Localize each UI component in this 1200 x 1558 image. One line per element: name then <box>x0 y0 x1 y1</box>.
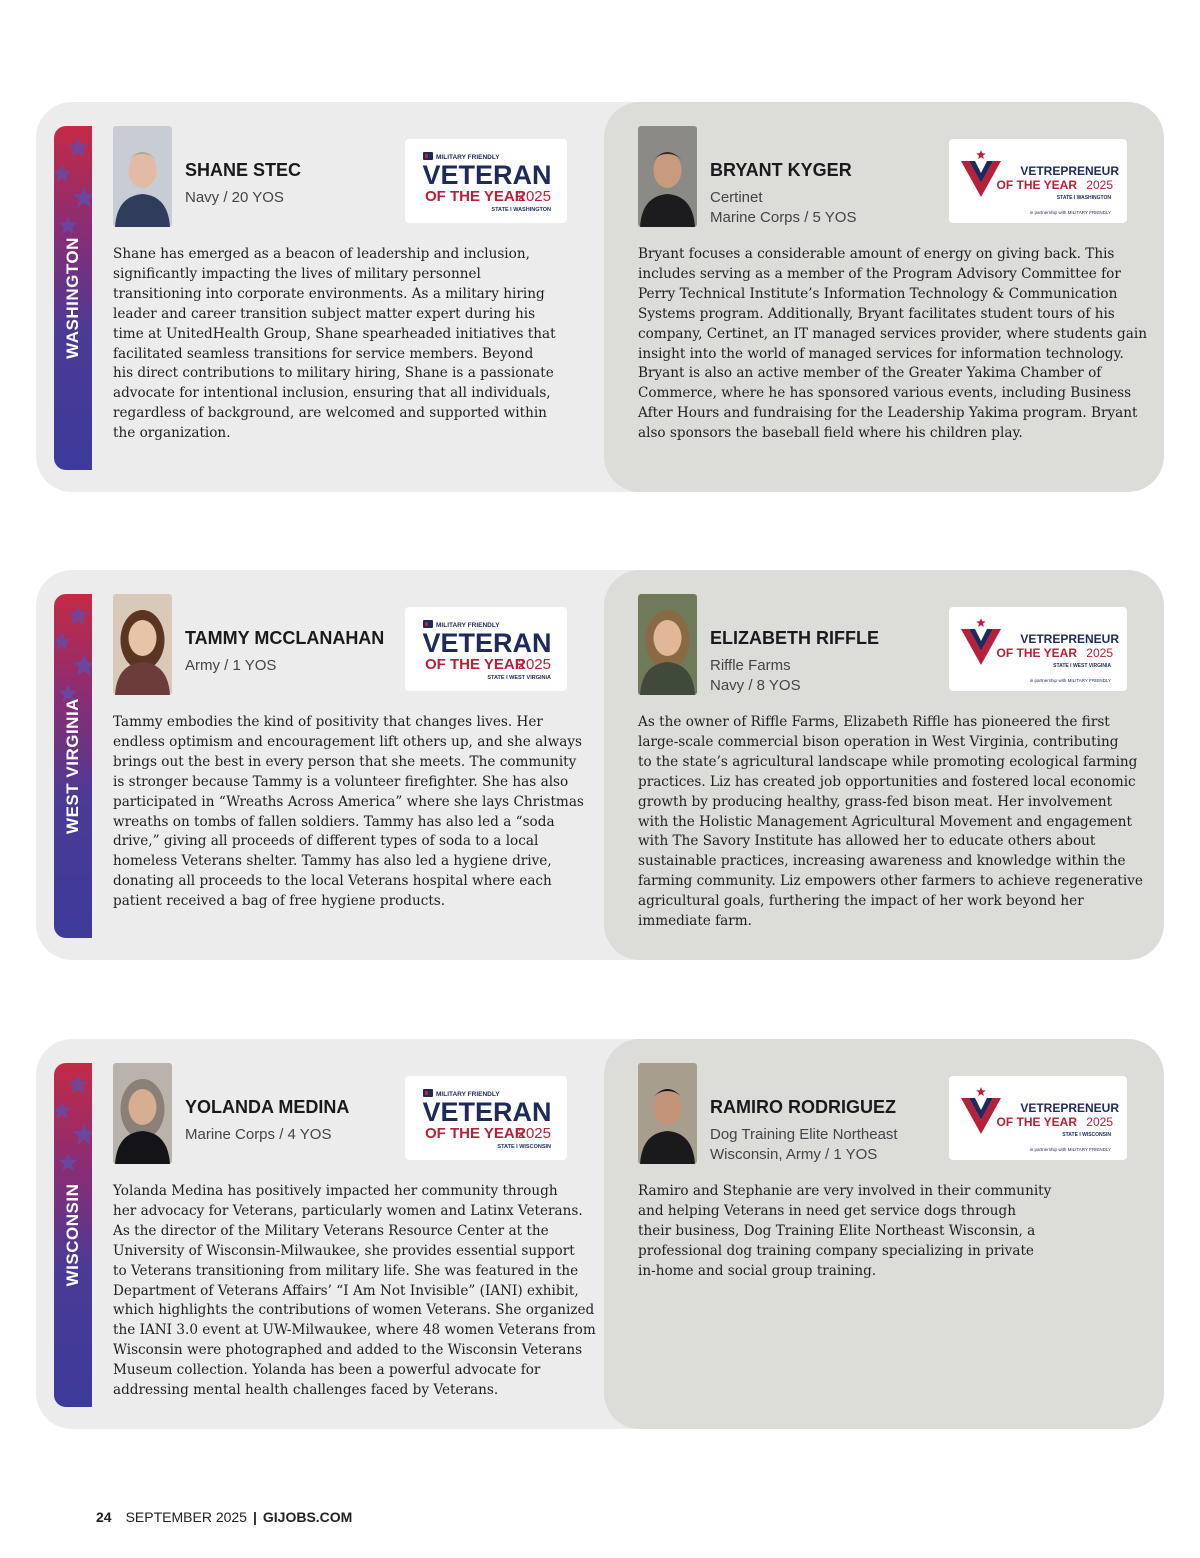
person-meta <box>185 1125 331 1145</box>
portrait-photo <box>638 1063 697 1164</box>
badge-title: VETREPRENEUR <box>1020 632 1119 646</box>
badge-year: 2025 <box>517 188 551 205</box>
person-name: SHANE STEC <box>185 160 302 180</box>
bio-line: Ramiro and Stephanie are very involved in their community <box>638 1183 1052 1199</box>
site-name: GIJOBS.COM <box>262 1509 353 1525</box>
bio-line: with The Savory Institute has allowed her to educate others about <box>638 833 1096 850</box>
bio-line: Tammy embodies the kind of positivity that changes lives. Her <box>113 714 543 730</box>
bio-line: insight into the world of managed services for information technology. <box>638 345 1124 362</box>
portrait-photo <box>113 126 172 227</box>
stars-decoration <box>54 1063 92 1183</box>
badge-state: STATE I WISCONSIN <box>497 1144 551 1150</box>
badge-brand: MILITARY FRIENDLY <box>436 1091 500 1098</box>
issue-date: SEPTEMBER 2025 <box>125 1509 247 1525</box>
badge-year: 2025 <box>517 656 551 673</box>
badge-year: 2025 <box>1086 178 1113 192</box>
stars-decoration <box>54 126 92 246</box>
bio-line: regardless of background, are welcomed and supported within <box>113 405 547 422</box>
person-meta <box>185 188 284 208</box>
meta-line: Marine Corps / 4 YOS <box>185 1126 332 1143</box>
meta-line: Marine Corps / 5 YOS <box>710 209 857 226</box>
bio-line: Bryant focuses a considerable amount of energy on giving back. This <box>638 246 1115 262</box>
vetrepreneur-of-the-year-logo <box>949 139 1127 223</box>
vetrepreneur-of-the-year-logo <box>949 1076 1127 1160</box>
bio-line: is stronger because Tammy is a volunteer firefighter. She has also <box>113 773 569 790</box>
bio-line: donating all proceeds to the local Veterans hospital where each <box>113 873 552 890</box>
badge-state: STATE I WISCONSIN <box>1062 1132 1111 1138</box>
veteran-of-the-year-logo <box>405 1076 567 1160</box>
bio-text <box>638 1182 1051 1282</box>
bio-line: facilitated seamless transitions for service members. Beyond <box>113 345 534 362</box>
person-name: BRYANT KYGER <box>710 160 852 180</box>
bio-line: brings out the best in every person that she meets. The community <box>113 753 577 770</box>
bio-line: homeless Veterans shelter. Tammy has also led a hygiene drive, <box>113 853 552 870</box>
vetrepreneur-card <box>638 102 1147 492</box>
badge-partner: in partnership with MILITARY FRIENDLY <box>1029 210 1111 215</box>
state-section <box>36 570 1164 960</box>
badge-brand: MILITARY FRIENDLY <box>436 154 500 161</box>
badge-year: 2025 <box>517 1125 551 1142</box>
page-footer <box>96 1509 352 1525</box>
badge-year: 2025 <box>1086 1115 1113 1129</box>
bio-line: immediate farm. <box>638 913 753 930</box>
badge-year: 2025 <box>1086 646 1113 660</box>
veteran-card <box>113 570 593 960</box>
veteran-of-the-year-logo <box>405 607 567 691</box>
bio-line: After Hours and fundraising for the Leadership Yakima program. Bryant <box>638 405 1138 422</box>
bio-text <box>113 713 584 912</box>
person-name: RAMIRO RODRIGUEZ <box>710 1097 896 1117</box>
bio-line: includes serving as a member of the Program Advisory Committee for <box>638 265 1121 282</box>
bio-line: Yolanda Medina has positively impacted her community through <box>113 1183 558 1199</box>
state-tab <box>54 1063 92 1407</box>
person-name: TAMMY MCCLANAHAN <box>185 628 385 648</box>
state-name: WISCONSIN <box>63 1183 82 1287</box>
bio-line: his direct contributions to military hiring, Shane is a passionate <box>113 365 554 382</box>
state-tab <box>54 594 92 938</box>
vetrepreneur-card <box>638 1039 1138 1429</box>
bio-line: Commerce, where he has sponsored various events, including Business <box>638 385 1132 402</box>
bio-line: Shane has emerged as a beacon of leadership and inclusion, <box>113 246 530 262</box>
portrait-photo <box>113 1063 172 1164</box>
bio-line: agricultural goals, furthering the impact of her work beyond her <box>638 893 1084 910</box>
bio-line: growth by producing healthy, grass-fed bison meat. Her involvement <box>638 793 1113 810</box>
veteran-card <box>113 102 593 492</box>
footer-separator: | <box>252 1509 257 1525</box>
state-tab <box>54 126 92 470</box>
bio-line: time at UnitedHealth Group, Shane spearheaded initiatives that <box>113 325 556 342</box>
bio-line: As the director of the Military Veterans Resource Center at the <box>113 1222 549 1239</box>
bio-text <box>638 245 1147 444</box>
badge-subtitle: OF THE YEAR <box>425 188 526 205</box>
bio-line: participated in “Wreaths Across America” where she lays Christmas <box>113 793 584 810</box>
bio-line: Bryant is also an active member of the Greater Yakima Chamber of <box>638 365 1102 382</box>
person-meta <box>710 1125 898 1165</box>
badge-state: STATE I WEST VIRGINIA <box>1053 663 1111 669</box>
bio-line: transitioning into corporate environments. As a military hiring <box>113 285 545 302</box>
meta-line: Army / 1 YOS <box>185 657 277 674</box>
state-section <box>36 1039 1164 1429</box>
meta-line: Navy / 20 YOS <box>185 189 284 206</box>
page-number: 24 <box>96 1509 112 1525</box>
bio-line: Wisconsin were photographed and added to the Wisconsin Veterans <box>113 1342 583 1359</box>
star-icon <box>976 150 986 159</box>
bio-line: patient received a bag of free hygiene products. <box>113 893 446 910</box>
meta-line: Dog Training Elite Northeast <box>710 1126 898 1143</box>
bio-line: with the Holistic Management Agricultural Movement and engagement <box>638 813 1132 830</box>
badge-partner: in partnership with MILITARY FRIENDLY <box>1029 1147 1111 1152</box>
meta-line: Certinet <box>710 189 763 206</box>
portrait-photo <box>638 594 697 695</box>
bio-line: the IANI 3.0 event at UW-Milwaukee, where 48 women Veterans from <box>113 1322 596 1339</box>
bio-text <box>638 713 1143 932</box>
badge-title: VETERAN <box>422 1097 552 1127</box>
bio-line: which highlights the contributions of women Veterans. She organized <box>113 1302 595 1319</box>
stars-decoration <box>54 594 92 714</box>
bio-line: company, Certinet, an IT managed services provider, where students gain <box>638 325 1147 342</box>
badge-subtitle: OF THE YEAR <box>425 1125 526 1142</box>
badge-title: VETERAN <box>422 628 552 658</box>
person-name: YOLANDA MEDINA <box>185 1097 350 1117</box>
person-name: ELIZABETH RIFFLE <box>710 628 879 648</box>
badge-subtitle: OF THE YEAR <box>996 646 1077 660</box>
veteran-of-the-year-logo <box>405 139 567 223</box>
person-meta <box>710 656 801 696</box>
bio-line: the organization. <box>113 425 231 442</box>
state-section <box>36 102 1164 492</box>
bio-line: their business, Dog Training Elite Northeast Wisconsin, a <box>638 1222 1036 1239</box>
badge-partner: in partnership with MILITARY FRIENDLY <box>1029 678 1111 683</box>
bio-line: her advocacy for Veterans, particularly women and Latinx Veterans. <box>113 1202 583 1219</box>
meta-line: Riffle Farms <box>710 657 791 674</box>
badge-subtitle: OF THE YEAR <box>996 1115 1077 1129</box>
badge-subtitle: OF THE YEAR <box>996 178 1077 192</box>
meta-line: Navy / 8 YOS <box>710 677 801 694</box>
bio-line: addressing mental health challenges faced by Veterans. <box>113 1382 499 1399</box>
bio-line: As the owner of Riffle Farms, Elizabeth Riffle has pioneered the first <box>638 714 1110 730</box>
bio-line: to Veterans transitioning from military life. She was featured in the <box>113 1262 579 1279</box>
portrait-photo <box>638 126 697 227</box>
bio-line: significantly impacting the lives of military personnel <box>113 265 481 282</box>
state-name: WEST VIRGINIA <box>63 698 82 834</box>
bio-text <box>113 1182 596 1401</box>
bio-line: Department of Veterans Affairs’ “I Am Not Invisible” (IANI) exhibit, <box>113 1282 579 1299</box>
bio-line: endless optimism and encouragement lift others up, and she always <box>113 733 583 750</box>
bio-line: to the state’s agricultural landscape while promoting ecological farming <box>638 753 1138 770</box>
vetrepreneur-of-the-year-logo <box>949 607 1127 691</box>
badge-title: VETERAN <box>422 160 552 190</box>
veteran-card <box>113 1039 596 1429</box>
state-name: WASHINGTON <box>63 237 82 359</box>
person-meta <box>710 188 856 228</box>
bio-line: wreaths on tombs of fallen soldiers. Tammy has also led a “soda <box>113 813 555 830</box>
portrait-photo <box>113 594 172 695</box>
bio-line: leader and career transition subject matter expert during his <box>113 305 536 322</box>
badge-state: STATE I WASHINGTON <box>1056 195 1111 201</box>
bio-line: farming community. Liz empowers other farmers to achieve regenerative <box>638 873 1143 890</box>
bio-line: professional dog training company specializing in private <box>638 1242 1034 1259</box>
bio-line: Systems program. Additionally, Bryant facilitates student tours of his <box>638 305 1115 322</box>
person-meta <box>185 656 276 676</box>
bio-line: large-scale commercial bison operation in West Virginia, contributing <box>638 733 1119 750</box>
vetrepreneur-card <box>638 570 1143 960</box>
badge-brand: MILITARY FRIENDLY <box>436 622 500 629</box>
badge-title: VETREPRENEUR <box>1020 164 1119 178</box>
meta-line: Wisconsin, Army / 1 YOS <box>710 1146 878 1163</box>
bio-line: Museum collection. Yolanda has been a powerful advocate for <box>113 1362 541 1379</box>
bio-line: University of Wisconsin-Milwaukee, she provides essential support <box>113 1242 575 1259</box>
badge-subtitle: OF THE YEAR <box>425 656 526 673</box>
bio-text <box>113 245 556 444</box>
badge-title: VETREPRENEUR <box>1020 1101 1119 1115</box>
badge-state: STATE I WEST VIRGINIA <box>487 675 551 681</box>
bio-line: in-home and social group training. <box>638 1262 877 1279</box>
bio-line: Perry Technical Institute’s Information Technology & Communication <box>638 285 1118 302</box>
star-icon <box>976 618 986 627</box>
bio-line: advocate for intentional inclusion, ensuring that all individuals, <box>113 385 551 402</box>
bio-line: practices. Liz has created job opportunities and fostered local economic <box>638 773 1136 790</box>
bio-line: also sponsors the baseball field where his children play. <box>638 425 1023 442</box>
badge-state: STATE I WASHINGTON <box>491 207 551 213</box>
bio-line: and helping Veterans in need get service dogs through <box>638 1202 1016 1219</box>
bio-line: drive,” giving all proceeds of different types of soda to a local <box>113 833 539 850</box>
bio-line: sustainable practices, increasing awareness and knowledge within the <box>638 853 1126 870</box>
star-icon <box>976 1087 986 1096</box>
